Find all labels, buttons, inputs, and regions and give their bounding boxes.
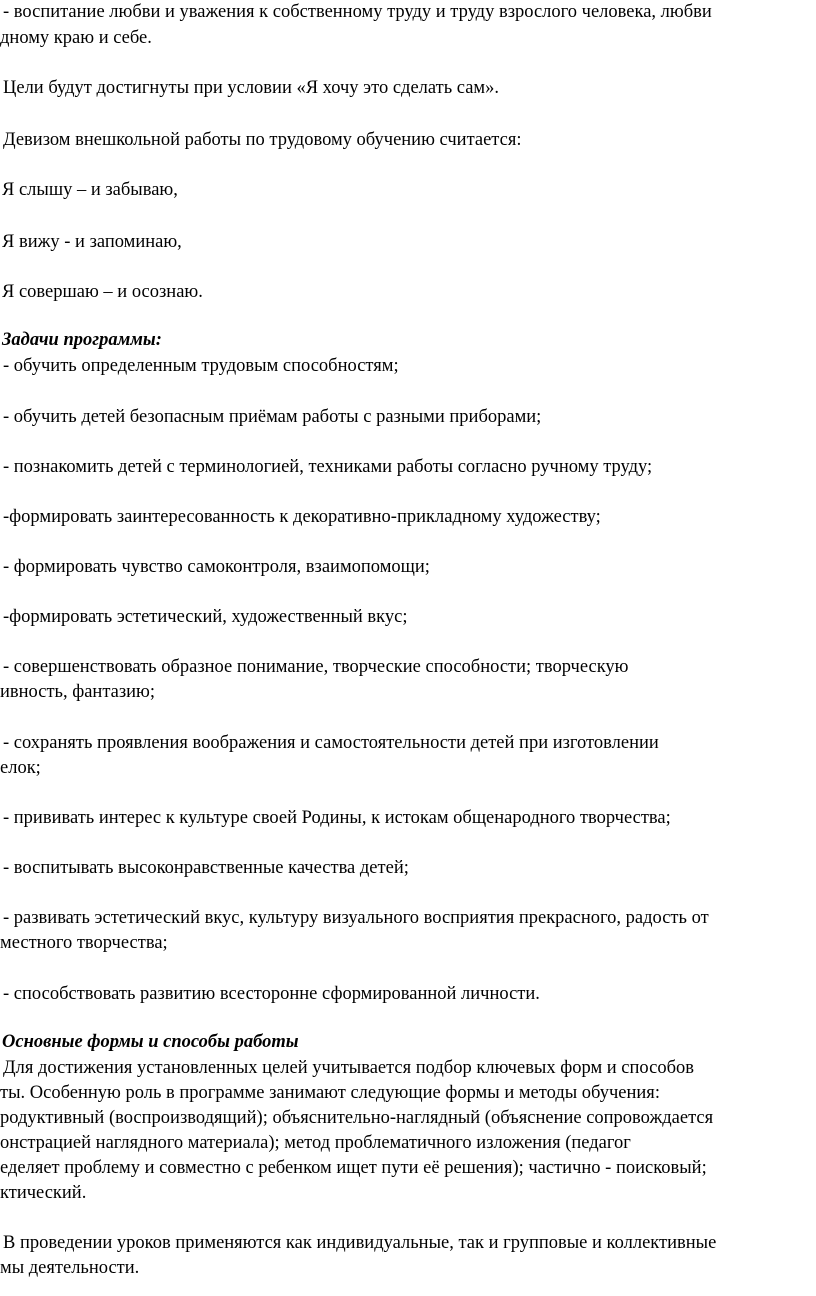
paragraph-line: еделяет проблему и совместно с ребенком ищет пути её решения); частично - поисковый; [0,1158,707,1178]
task-item: - развивать эстетический вкус, культуру визуального восприятия прекрасного, радость от [3,908,709,928]
task-item: - сохранять проявления воображения и самостоятельности детей при изготовлении [3,733,659,753]
task-item: - формировать чувство самоконтроля, взаимопомощи; [3,557,430,577]
task-item-continuation: ивность, фантазию; [0,682,156,702]
motto-line: Я совершаю – и осознаю. [2,282,203,302]
task-item: - совершенствовать образное понимание, творческие способности; творческую [3,657,629,677]
paragraph-line: родуктивный (воспроизводящий); объяснительно-наглядный (объяснение сопровождается [0,1108,714,1128]
task-item-continuation: местного творчества; [0,933,168,953]
task-item: - прививать интерес к культуре своей Родины, к истокам общенародного творчества; [3,808,671,828]
task-item: -формировать эстетический, художественный вкус; [3,607,408,627]
motto-line: Я слышу – и забываю, [2,180,178,200]
text-line: - воспитание любви и уважения к собственному труду и труду взрослого человека, любви [3,2,712,22]
text-line: Цели будут достигнуты при условии «Я хочу это сделать сам». [3,78,500,98]
task-item: - воспитывать высоконравственные качества детей; [3,858,409,878]
text-line: Девизом внешкольной работы по трудовому обучению считается: [3,130,522,150]
section-heading-tasks: Задачи программы: [2,330,162,350]
section-heading-forms: Основные формы и способы работы [2,1032,299,1052]
task-item: - познакомить детей с терминологией, техниками работы согласно ручному труду; [3,457,653,477]
task-item-continuation: елок; [0,758,41,778]
task-item: - способствовать развитию всесторонне сформированной личности. [3,984,540,1004]
paragraph-line: мы деятельности. [0,1258,140,1278]
motto-line: Я вижу - и запоминаю, [2,232,182,252]
paragraph-line: ты. Особенную роль в программе занимают следующие формы и методы обучения: [0,1083,660,1103]
task-item: -формировать заинтересованность к декоративно-прикладному художеству; [3,507,601,527]
task-item: - обучить детей безопасным приёмам работы с разными приборами; [3,407,542,427]
paragraph-line: Для достижения установленных целей учитывается подбор ключевых форм и способов [3,1058,694,1078]
task-item: - обучить определенным трудовым способностям; [3,356,399,376]
paragraph-line: В проведении уроков применяются как индивидуальные, так и групповые и коллективные [3,1233,717,1253]
paragraph-line: онстрацией наглядного материала); метод проблематичного изложения (педагог [0,1133,631,1153]
text-line: дному краю и себе. [0,28,152,48]
paragraph-line: ктический. [0,1183,87,1203]
